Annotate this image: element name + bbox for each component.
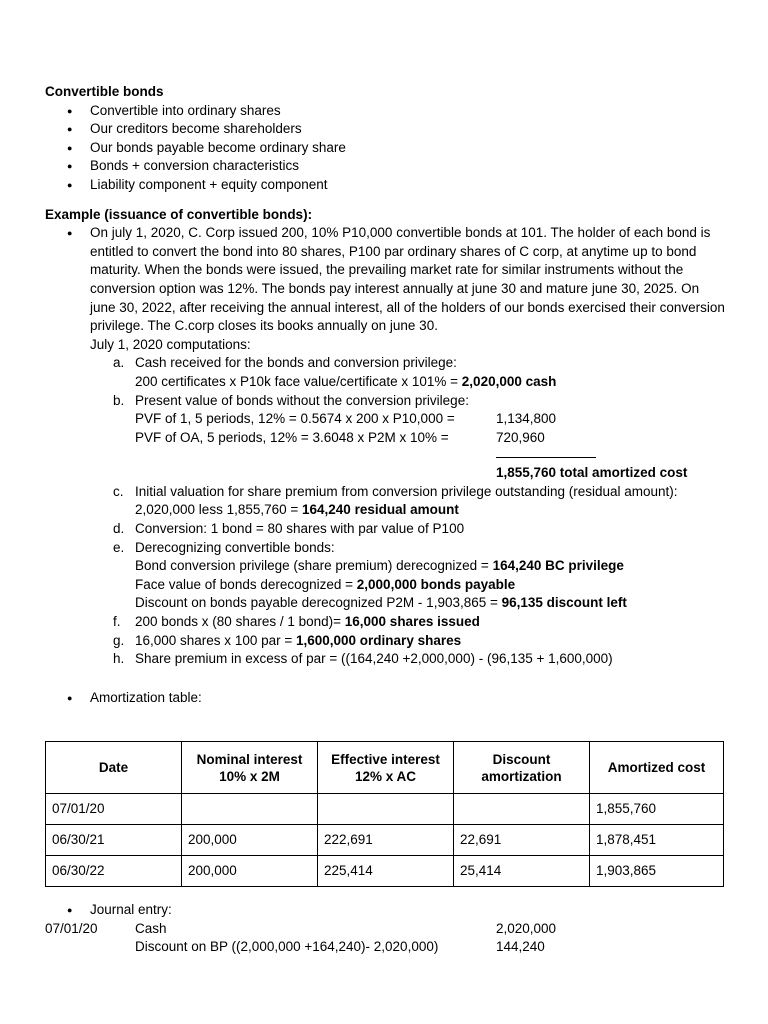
step-e [90,539,725,613]
example-item [45,224,725,669]
table-row [46,825,724,856]
step-d [90,520,725,539]
step-text: Initial valuation for share premium from conversion privilege outstanding (residual amount): [135,483,678,499]
pv-row-label: PVF of 1, 5 periods, 12% = 0.5674 x 200 x P10,000 = [135,411,455,427]
step-letter: h. [113,651,125,667]
step-result: 164,240 BC privilege [492,558,624,574]
step-letter: e. [113,539,125,555]
step-text: Conversion: 1 bond = 80 shares with par value of P100 [135,521,465,537]
journal-date [45,938,135,957]
step-h [90,650,725,669]
step-g [90,632,725,651]
step-letter: b. [113,392,125,408]
cell: 06/30/22 [46,856,182,887]
step-letter: g. [113,632,125,648]
cell: 225,414 [318,856,454,887]
step-text: Derecognizing convertible bonds: [135,539,335,555]
pv-row-value: 1,134,800 [496,411,557,427]
amortization-list [45,689,725,708]
step-letter: f. [113,614,121,630]
journal-amount: 144,240 [496,939,545,955]
cell: 06/30/21 [46,825,182,856]
step-result: 1,600,000 ordinary shares [296,632,462,648]
cell: 1,855,760 [590,794,724,825]
step-result: 16,000 shares issued [344,614,480,630]
step-letter: d. [113,521,125,537]
step-letter: a. [113,355,125,371]
example-heading: Example (issuance of convertible bonds): [45,206,313,222]
example-paragraph: ● On july 1, 2020, C. Corp issued 200, 10% P10,000 convertible bonds at 101. The holder of each bond is entitled to convert the bond into 80 shares, P100 par ordinary shares of C corp, at anytime up to bond maturity. When the bonds were issued, the prevailing market rate for similar instruments without the conversion option was 12%. The bonds pay interest annually at june 30 and mature june 30, 2025. On june 30, 2022, after receiving the annual interest, all of the holders of our bonds exercised their conversion privilege. The C.corp closes its books annually on june 30. [90,225,725,334]
cell: 22,691 [454,825,590,856]
step-text: Present value of bonds without the conversion privilege: [135,392,469,408]
header-amortized-cost: Amortized cost [590,742,724,794]
computations-label: July 1, 2020 computations: [90,336,251,352]
amortization-label: ● Amortization table: [45,689,725,708]
step-c [90,483,725,520]
header-date: Date [46,742,182,794]
step-text: Cash received for the bonds and conversion privilege: [135,355,457,371]
journal-account: Discount on BP ((2,000,000 +164,240)- 2,020,000) [135,939,439,955]
step-line: 200 certificates x P10k face value/certificate x 101% = [135,373,462,389]
step-line: Bond conversion privilege (share premium) derecognized = [135,558,493,574]
journal-account: Cash [135,920,167,936]
step-line: Face value of bonds derecognized = [135,576,357,592]
journal-label: ● Journal entry: [45,901,725,920]
cell: 200,000 [182,825,318,856]
table-row [46,794,724,825]
list-item: ● Liability component + equity component [45,176,725,195]
journal-list [45,901,725,920]
list-item: ● Our bonds payable become ordinary share [45,139,725,158]
header-nominal-interest: Nominal interest 10% x 2M [182,742,318,794]
journal-section [45,901,725,957]
header-effective-interest: Effective interest 12% x AC [318,742,454,794]
cell [182,794,318,825]
cell [318,794,454,825]
amortization-table [45,741,724,887]
section-title: Convertible bonds [45,84,164,99]
cell: 222,691 [318,825,454,856]
example-list [45,224,725,669]
document-page [45,83,725,707]
cell: 1,878,451 [590,825,724,856]
cell [454,794,590,825]
cell: 1,903,865 [590,856,724,887]
pv-row-value: 720,960 [496,429,545,445]
header-discount-amortization: Discount amortization [454,742,590,794]
list-item: ● Bonds + conversion characteristics [45,157,725,176]
table-header-row [46,742,724,794]
step-a [90,354,725,391]
intro-bullet-list [45,102,725,195]
step-f [90,613,725,632]
journal-amount: 2,020,000 [496,920,557,936]
step-result: 164,240 residual amount [302,502,459,518]
step-line: 200 bonds x (80 shares / 1 bond)= [135,614,345,630]
list-item: ● Convertible into ordinary shares [45,102,725,121]
cell: 200,000 [182,856,318,887]
step-result: 96,135 discount left [501,595,627,611]
total-underline [496,447,596,458]
cell: 25,414 [454,856,590,887]
step-letter: c. [113,483,124,499]
cell: 07/01/20 [46,794,182,825]
journal-line [45,938,725,957]
list-item: ● Our creditors become shareholders [45,120,725,139]
step-line: 16,000 shares x 100 par = [135,632,296,648]
step-line: Discount on bonds payable derecognized P2M - 1,903,865 = [135,595,502,611]
step-b [90,392,725,448]
step-text: Share premium in excess of par = ((164,240 +2,000,000) - (96,135 + 1,600,000) [135,651,613,667]
pv-total: 1,855,760 total amortized cost [496,465,688,481]
journal-date: 07/01/20 [45,920,98,936]
step-line: 2,020,000 less 1,855,760 = [135,502,303,518]
table-row [46,856,724,887]
step-result: 2,000,000 bonds payable [356,576,516,592]
step-result: 2,020,000 cash [461,373,557,389]
pv-row-label: PVF of OA, 5 periods, 12% = 3.6048 x P2M x 10% = [135,429,449,445]
journal-line [45,920,725,939]
